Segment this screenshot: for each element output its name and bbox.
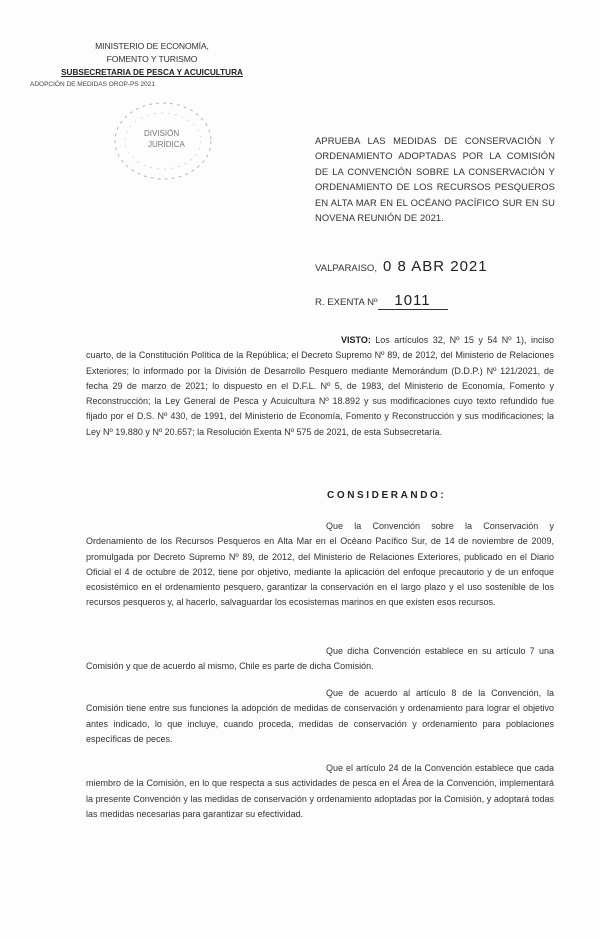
considerando-paragraph-2: Que dicha Convención establece en su artículo 7 una Comisión y que de acuerdo al mismo, Chile es parte de dicha Comisión. [86, 646, 554, 672]
resolution-label: R. EXENTA Nº [315, 297, 378, 308]
undersecretariat-name: SUBSECRETARIA DE PESCA Y ACUICULTURA [61, 68, 243, 77]
resolution-date: 0 8 ABR 2021 [383, 258, 488, 275]
stamp-line-1: DIVISIÓN [144, 129, 180, 138]
considerando-heading: CONSIDERANDO: [327, 490, 447, 501]
visto-text: Los artículos 32, Nº 15 y 54 Nº 1), inciso cuarto, de la Constitución Política de la República; el Decreto Supremo Nº 89, de 2012, del Ministerio de Relaciones Exteriores; lo informado por la División de Desarrollo Pesquero mediante Memorándum (D.D.P.) Nº 121/2021, de fecha 29 de marzo de 2021; lo dispuesto en el D.F.L. Nº 5, de 1983, del Ministerio de Economía, Fomento y Reconstrucción; la Ley General de Pesca y Acuicultura Nº 18.892 y sus modificaciones cuyo texto refundido fue fijado por el D.S. Nº 430, de 1991, del Ministerio de Economía, Fomento y Reconstrucción y sus modificaciones; la Ley Nº 19.880 y Nº 20.657; la Resolución Exenta Nº 575 de 2021, de esta Subsecretaría. [86, 335, 554, 437]
considerando-paragraph-1: Que la Convención sobre la Conservación y Ordenamiento de los Recursos Pesqueros en Alta Mar en el Océano Pacífico Sur, de 14 de noviembre de 2009, promulgada por Decreto Supremo Nº 89, de 2012, del Ministerio de Relaciones Exteriores, publicado en el Diario Oficial el 4 de octubre de 2012, tiene por objetivo, mediante la aplicación del enfoque precautorio y de un enfoque ecosistémico en el ordenamiento pesquero, garantizar la conservación en el largo plazo y el uso sostenible de los recursos pesqueros y, al hacerlo, salvaguardar los ecosistemas marinos en que existen esos recursos. [86, 521, 554, 608]
letterhead [52, 40, 252, 79]
visto-label: VISTO: [341, 335, 371, 345]
considerando-paragraph-3: Que de acuerdo al artículo 8 de la Convención, la Comisión tiene entre sus funciones la adopción de medidas de conservación y ordenamiento para lograr el objetivo antes indicado, lo que incluye, cuando proceda, medidas de conservación y ordenamiento para poblaciones específicas de peces. [86, 688, 554, 744]
ministry-name-2: FOMENTO Y TURISMO [106, 54, 198, 64]
resolution-number: 1011 [378, 293, 448, 310]
resolution-title: APRUEBA LAS MEDIDAS DE CONSERVACIÓN Y ORDENAMIENTO ADOPTADAS POR LA COMISIÓN DE LA CONVENCIÓN SOBRE LA CONSERVACIÓN Y ORDENAMIENTO DE LOS RECURSOS PESQUEROS EN ALTA MAR EN EL OCÉANO PACÍFICO SUR EN SU NOVENA REUNIÓN DE 2021. [315, 135, 555, 224]
place-city: VALPARAISO, [315, 263, 378, 274]
stamp-line-2: JURÍDICA [148, 140, 185, 149]
document-reference: ADOPCIÓN DE MEDIDAS OROP-PS 2021 [30, 81, 155, 88]
resolution-number-line [315, 293, 448, 310]
considerando-paragraph-4: Que el artículo 24 de la Convención establece que cada miembro de la Comisión, en lo que respecta a sus actividades de pesca en el Área de la Convención, implementará la presente Convención y las medidas de conservación y ordenamiento adoptadas por la Comisión, y adoptará todas las medidas necesarias para garantizar su efectividad. [86, 763, 554, 819]
ministry-name: MINISTERIO DE ECONOMÍA, [95, 41, 209, 51]
division-stamp [108, 96, 218, 186]
place-date [315, 258, 488, 275]
visto-paragraph [86, 333, 554, 440]
